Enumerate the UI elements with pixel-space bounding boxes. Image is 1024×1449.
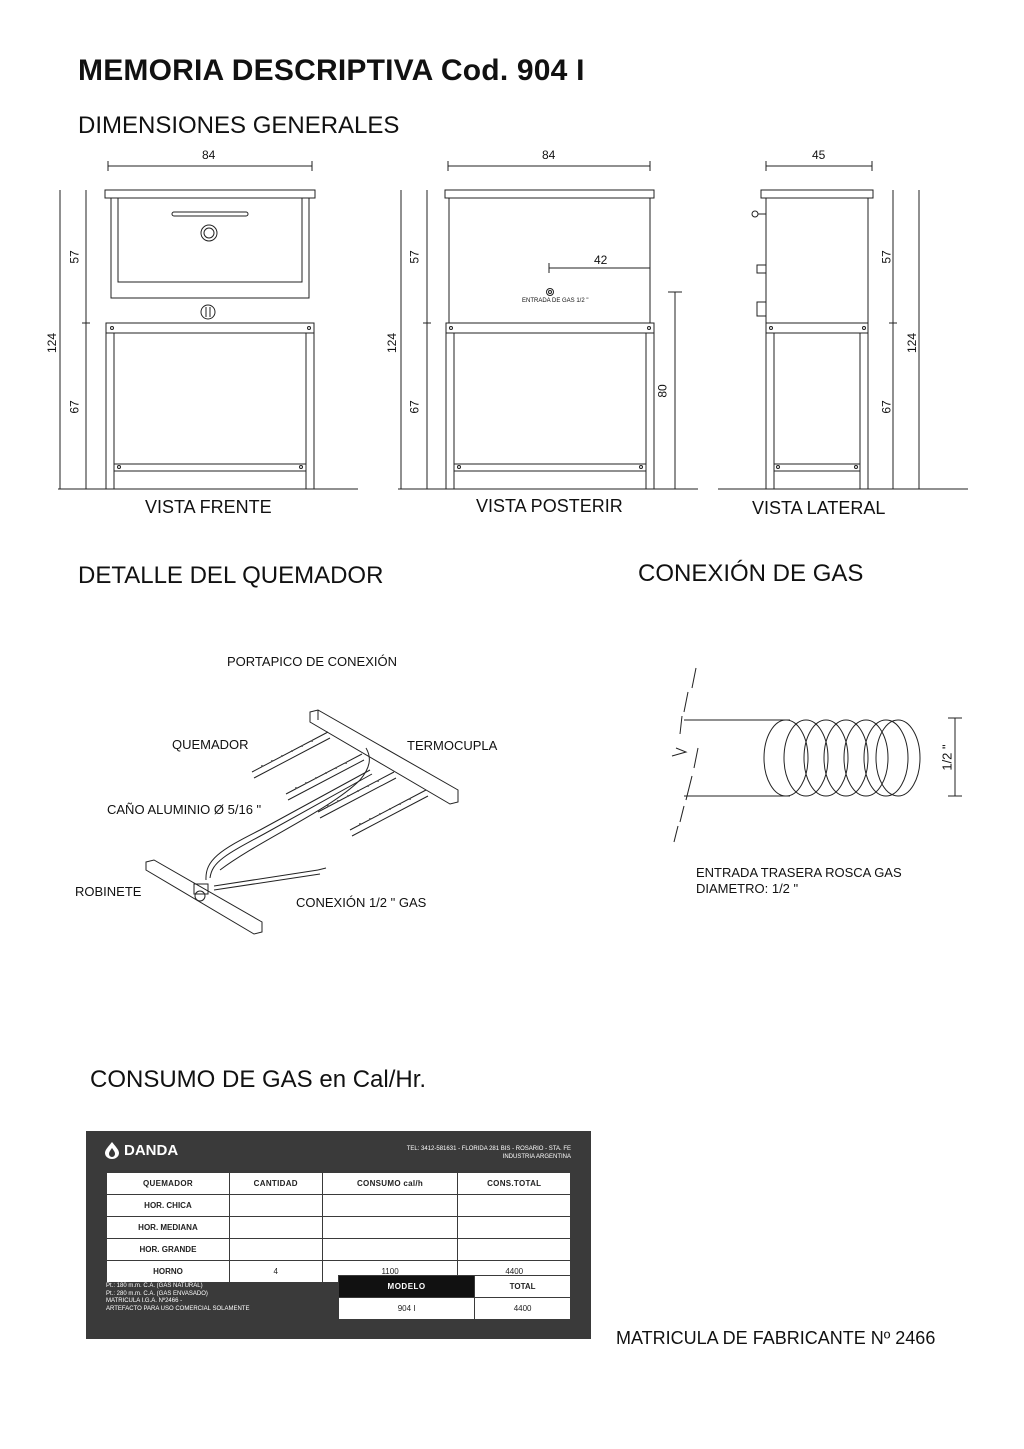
table-cell: HOR. MEDIANA [107, 1217, 230, 1239]
table-cell [229, 1217, 322, 1239]
label-termocupla: TERMOCUPLA [407, 738, 498, 753]
section-consumption: CONSUMO DE GAS en Cal/Hr. [90, 1066, 427, 1093]
consumption-plate [86, 1131, 591, 1339]
plate-note: MATRICULA I.G.A. Nº2466 - [106, 1298, 183, 1304]
rear-view-caption: VISTA POSTERIR [476, 496, 623, 516]
section-dimensions: DIMENSIONES GENERALES [78, 112, 400, 139]
front-view-caption: VISTA FRENTE [145, 497, 272, 517]
plate-note: ARTEFACTO PARA USO COMERCIAL SOLAMENTE [106, 1305, 250, 1312]
section-burner: DETALLE DEL QUEMADOR [78, 562, 384, 589]
table-cell [458, 1239, 571, 1261]
label-conexion-gas: CONEXIÓN 1/2 " GAS [296, 895, 427, 910]
plate-notes [106, 1283, 249, 1313]
table-cell: HORNO [107, 1261, 230, 1283]
col-header: CONSUMO cal/h [322, 1173, 458, 1195]
rear-upper-dim: 57 [407, 250, 422, 264]
plate-address-line2: INDUSTRIA ARGENTINA [502, 1154, 571, 1160]
brand-name: DANDA [124, 1141, 179, 1159]
side-upper-dim: 57 [879, 250, 894, 264]
gas-size-dim: 1/2 " [939, 744, 955, 771]
table-cell [322, 1217, 458, 1239]
model-value: 904 I [339, 1298, 475, 1320]
table-cell: 4400 [458, 1261, 571, 1283]
table-row [107, 1217, 571, 1239]
consumption-table [106, 1172, 571, 1283]
model-table [338, 1275, 571, 1320]
side-view-caption: VISTA LATERAL [752, 498, 886, 518]
table-cell [229, 1239, 322, 1261]
rear-offset-dim: 42 [594, 253, 608, 267]
rear-total-dim: 124 [385, 332, 400, 354]
section-gas-connection: CONEXIÓN DE GAS [638, 560, 864, 587]
table-cell [322, 1195, 458, 1217]
front-total-dim: 124 [45, 332, 60, 354]
model-header: MODELO [339, 1276, 475, 1298]
table-cell [322, 1239, 458, 1261]
plate-note: Pt.: 280 m.m. C.A. (GAS ENVASADO) [106, 1290, 208, 1297]
total-value: 4400 [475, 1298, 571, 1320]
table-header-row [107, 1173, 571, 1195]
manufacturer-registration: MATRICULA DE FABRICANTE Nº 2466 [616, 1328, 936, 1348]
total-header: TOTAL [475, 1276, 571, 1298]
model-value-row [339, 1298, 571, 1320]
side-total-dim: 124 [905, 332, 920, 354]
table-cell: 4 [229, 1261, 322, 1283]
front-lower-dim: 67 [67, 400, 82, 414]
rear-lower-dim: 67 [407, 400, 422, 414]
flame-icon [104, 1141, 120, 1159]
table-row [107, 1239, 571, 1261]
plate-address-line1: TEL: 3412-581631 - FLORIDA 281 BIS - ROSARIO - STA. FE [406, 1146, 571, 1152]
rear-inlet-label: ENTRADA DE GAS 1/2 " [522, 298, 589, 304]
col-header: CONS.TOTAL [458, 1173, 571, 1195]
side-width-dim: 45 [812, 148, 826, 162]
front-width-dim: 84 [202, 148, 216, 162]
col-header: CANTIDAD [229, 1173, 322, 1195]
label-quemador: QUEMADOR [172, 737, 249, 752]
side-lower-dim: 67 [879, 400, 894, 414]
table-cell: HOR. GRANDE [107, 1239, 230, 1261]
gas-entry-line2: DIAMETRO: 1/2 " [696, 881, 799, 896]
rear-inlet-height-dim: 80 [655, 384, 670, 398]
plate-note: Pt.: 180 m.m. C.A. (GAS NATURAL) [106, 1283, 203, 1289]
table-cell: HOR. CHICA [107, 1195, 230, 1217]
table-row [107, 1195, 571, 1217]
table-cell [458, 1217, 571, 1239]
table-cell: 1100 [322, 1261, 458, 1283]
brand-logo [104, 1141, 178, 1159]
model-header-row [339, 1276, 571, 1298]
label-robinete: ROBINETE [75, 884, 142, 899]
rear-width-dim: 84 [542, 148, 556, 162]
gas-entry-line1: ENTRADA TRASERA ROSCA GAS [696, 865, 902, 880]
label-cano-aluminio: CAÑO ALUMINIO Ø 5/16 " [107, 802, 262, 817]
label-portapico: PORTAPICO DE CONEXIÓN [227, 654, 397, 669]
page-title: MEMORIA DESCRIPTIVA Cod. 904 I [78, 54, 585, 87]
front-upper-dim: 57 [67, 250, 82, 264]
table-cell [229, 1195, 322, 1217]
col-header: QUEMADOR [107, 1173, 230, 1195]
table-cell [458, 1195, 571, 1217]
plate-address [407, 1145, 571, 1161]
